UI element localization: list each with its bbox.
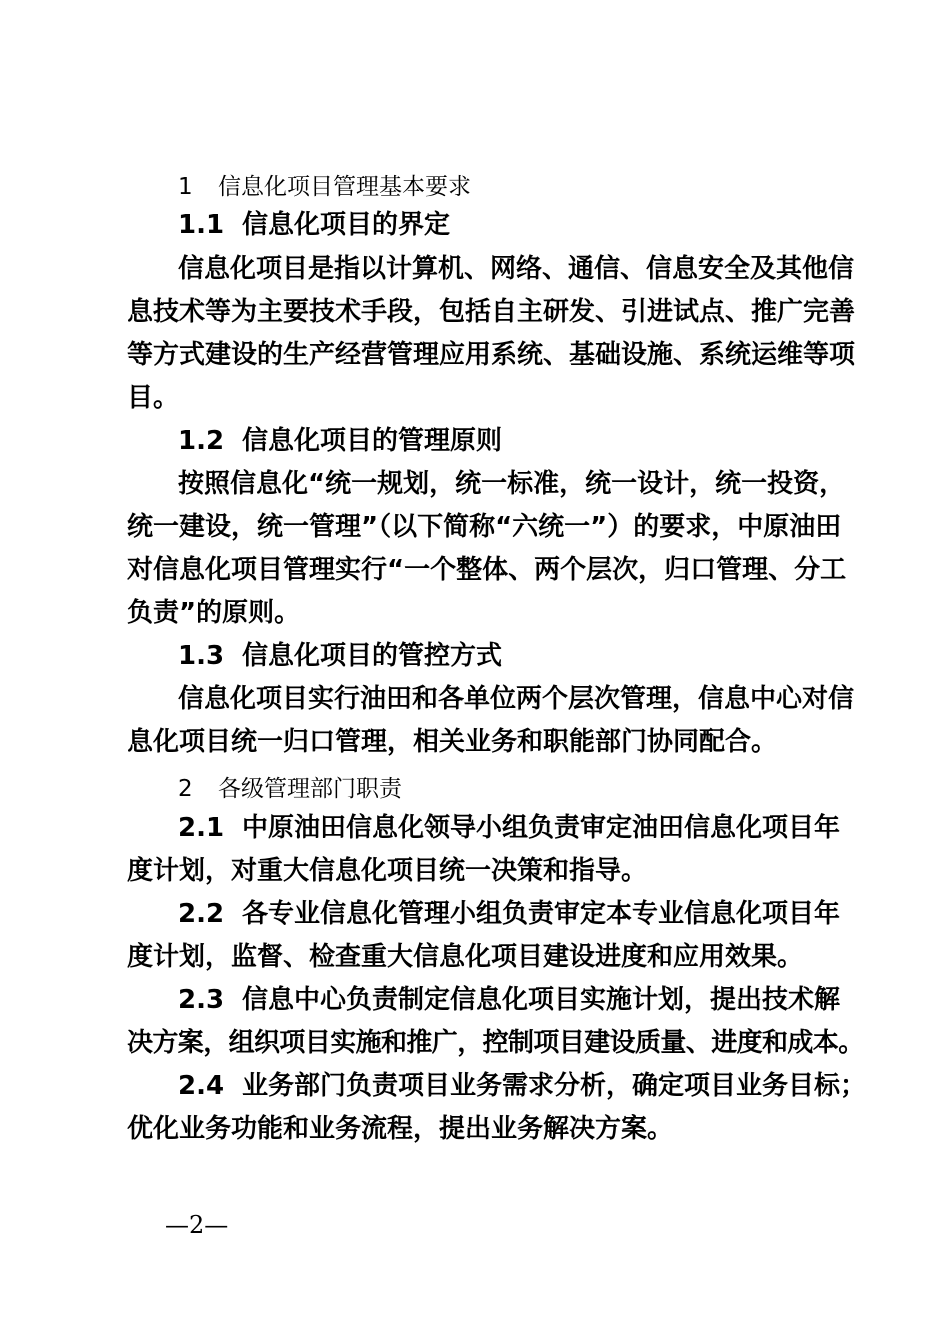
section-1-heading (178, 174, 888, 200)
paragraph-line: 统一建设，统一管理”（以下简称“六统一”）的要求，中原油田 (127, 512, 842, 542)
paragraph-line: 按照信息化“统一规划，统一标准，统一设计，统一投资， (178, 469, 846, 499)
page-number: —2— (165, 1211, 229, 1239)
subsection-1-2-heading (178, 428, 888, 454)
section-title: 信息化项目管理基本要求 (218, 174, 471, 200)
section-number: 1 (178, 174, 193, 200)
paragraph-line: 对信息化项目管理实行“一个整体、两个层次，归口管理、分工 (127, 555, 847, 585)
paragraph-text: 业务部门负责项目业务需求分析，确定项目业务目标； (242, 1071, 867, 1101)
paragraph-line: 度计划，监督、检查重大信息化项目建设进度和应用效果。 (127, 942, 804, 972)
subsection-title: 信息化项目的界定 (242, 210, 451, 240)
paragraph-line: 等方式建设的生产经营管理应用系统、基础设施、系统运维等项 (127, 340, 856, 370)
paragraph-line: 息技术等为主要技术手段，包括自主研发、引进试点、推广完善 (127, 297, 856, 327)
paragraph-line: 优化业务功能和业务流程，提出业务解决方案。 (127, 1114, 674, 1144)
subsection-2-3-line (178, 985, 841, 1015)
subsection-2-1-line (178, 813, 841, 843)
section-2-heading (178, 776, 888, 802)
subsection-number: 1.3 (178, 641, 225, 671)
paragraph-text: 信息中心负责制定信息化项目实施计划，提出技术解 (242, 985, 841, 1015)
subsection-title: 信息化项目的管理原则 (242, 426, 503, 456)
paragraph-line: 度计划，对重大信息化项目统一决策和指导。 (127, 856, 648, 886)
subsection-number: 1.1 (178, 210, 225, 240)
paragraph-line: 信息化项目是指以计算机、网络、通信、信息安全及其他信 (178, 254, 855, 284)
paragraph-line: 信息化项目实行油田和各单位两个层次管理，信息中心对信 (178, 684, 855, 714)
subsection-number: 2.3 (178, 985, 225, 1015)
paragraph-text: 各专业信息化管理小组负责审定本专业信息化项目年 (242, 899, 841, 929)
subsection-2-2-line (178, 899, 841, 929)
section-number: 2 (178, 776, 193, 802)
subsection-title: 信息化项目的管控方式 (242, 641, 503, 671)
paragraph-line: 目。 (127, 383, 180, 413)
section-title: 各级管理部门职责 (218, 776, 402, 802)
paragraph-line: 决方案，组织项目实施和推广，控制项目建设质量、进度和成本。 (127, 1028, 864, 1058)
paragraph-line: 负责”的原则。 (127, 598, 301, 628)
subsection-number: 1.2 (178, 426, 225, 456)
subsection-number: 2.2 (178, 899, 225, 929)
paragraph-line: 息化项目统一归口管理，相关业务和职能部门协同配合。 (127, 727, 778, 757)
subsection-number: 2.1 (178, 813, 225, 843)
subsection-1-3-heading (178, 643, 888, 669)
subsection-1-1-heading (178, 212, 888, 238)
subsection-number: 2.4 (178, 1071, 225, 1101)
subsection-2-4-line (178, 1071, 867, 1101)
paragraph-text: 中原油田信息化领导小组负责审定油田信息化项目年 (242, 813, 841, 843)
